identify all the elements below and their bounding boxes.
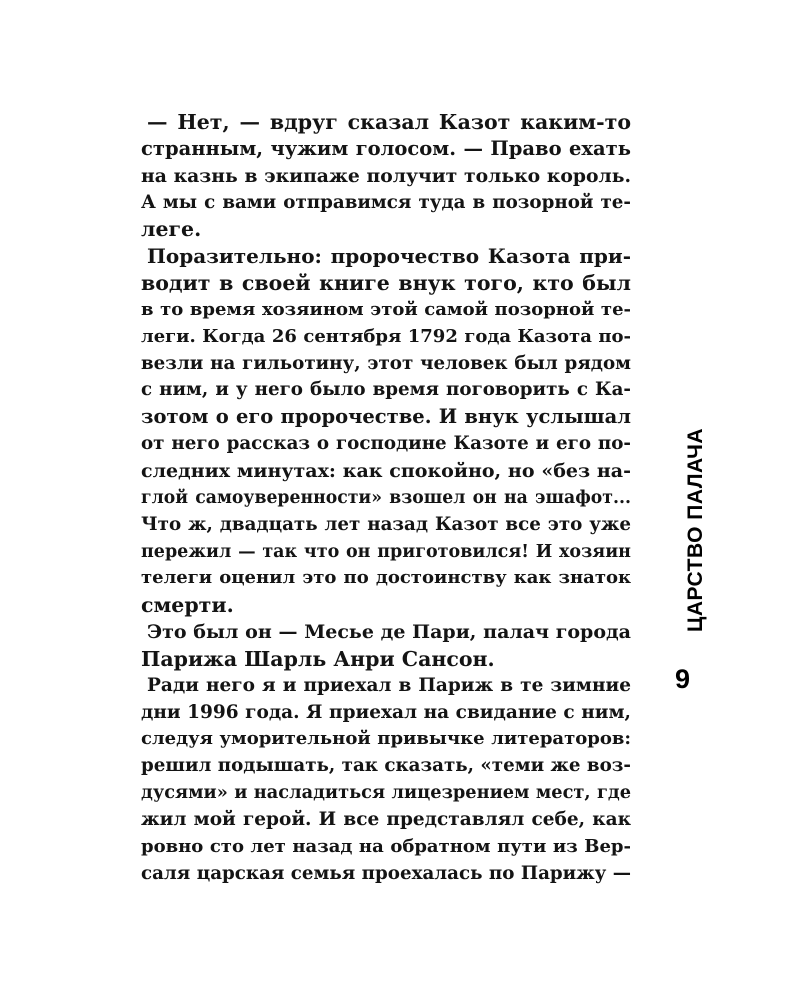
text-line: Это был он — Месье де Пари, палач города <box>147 621 631 644</box>
text-line: жил мой герой. И все представлял себе, как <box>141 808 631 830</box>
running-title: ЦАРСТВО ПАЛАЧА <box>684 427 707 632</box>
text-line: дни 1996 года. Я приехал на свидание с ним, <box>141 701 631 723</box>
text-line: саля царская семья проехалась по Парижу — <box>141 862 631 884</box>
text-line: пережил — так что он приготовился! И хозяин <box>141 541 631 562</box>
text-line: дусями» и насладиться лицезрением мест, где <box>141 782 631 804</box>
text-line: решил подышать, так сказать, «теми же воз- <box>141 755 631 777</box>
text-line: Поразительно: пророчество Казота при- <box>147 244 631 269</box>
text-line: странным, чужим голосом. — Право ехать <box>141 136 631 160</box>
text-line: с ним, и у него было время поговорить с Ка- <box>141 379 631 401</box>
text-line: смерти. <box>141 593 234 618</box>
text-line: телеги оценил это по достоинству как знаток <box>141 567 631 589</box>
text-line: зотом о его пророчестве. И внук услышал <box>141 405 631 429</box>
text-line: в то время хозяином этой самой позорной те- <box>141 298 631 320</box>
text-line: Парижа Шарль Анри Сансон. <box>141 646 495 671</box>
text-line: леги. Когда 26 сентября 1792 года Казота по- <box>141 325 631 347</box>
text-line: на казнь в экипаже получит только король. <box>141 164 631 187</box>
text-line: следуя уморительной привычке литераторов: <box>141 728 631 750</box>
text-line: водит в своей книге внук того, кто был <box>141 271 631 296</box>
text-line: от него рассказ о господине Казоте и его по- <box>141 433 631 455</box>
text-line: леге. <box>141 217 202 242</box>
text-line: Ради него я и приехал в Париж в те зимние <box>147 674 631 696</box>
text-line: следних минутах: как спокойно, но «без на- <box>141 459 631 482</box>
text-line: везли на гильотину, этот человек был рядом <box>141 352 631 374</box>
text-line: Что ж, двадцать лет назад Казот все это уже <box>141 513 631 535</box>
text-line: глой самоуверенности» взошел он на эшафот... <box>141 487 631 508</box>
text-line: А мы с вами отправимся туда в позорной те- <box>141 191 631 213</box>
body-text <box>141 109 631 887</box>
page-number: 9 <box>675 664 691 694</box>
text-line: — Нет, — вдруг сказал Казот каким-то <box>147 110 631 134</box>
text-line: ровно сто лет назад на обратном пути из Вер- <box>141 835 631 857</box>
